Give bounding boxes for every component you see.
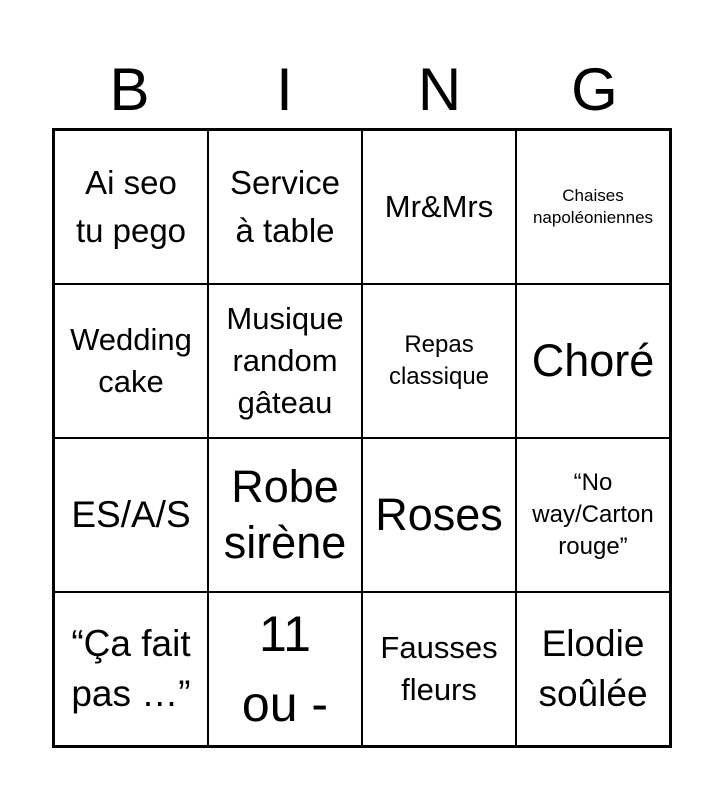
bingo-cell[interactable] [516,438,670,592]
bingo-cell[interactable] [208,130,362,284]
header-letter-g: G [571,56,618,123]
bingo-cell[interactable] [54,284,208,438]
bingo-cell[interactable] [208,592,362,746]
bingo-grid [52,128,672,748]
bingo-cell-text: Musique random gâteau [226,301,344,420]
bingo-cell[interactable] [516,592,670,746]
bingo-cell-text: Wedding cake [70,322,192,399]
bingo-cell-text: Robe sirène [223,461,347,568]
bingo-cell-text: Fausses fleurs [380,630,498,707]
bingo-cell-text: Repas classique [388,331,490,390]
bingo-cell-text: “No way/Carton rouge” [532,469,654,560]
bingo-cell[interactable] [516,284,670,438]
bingo-cell-text: 11 ou - [241,606,329,732]
bingo-cell-text: Ai seo tu pego [75,164,187,249]
bingo-cell-text: Elodie soûlée [538,623,648,714]
header-letter-n: N [417,56,462,123]
bingo-cell-text: Service à table [229,164,341,249]
bingo-cell[interactable] [54,592,208,746]
bingo-cell-text: ES/A/S [71,494,191,535]
bingo-cell-text: Choré [531,335,655,386]
bingo-cell[interactable] [208,438,362,592]
header-letter-b: B [109,56,150,123]
bingo-cell[interactable] [54,130,208,284]
bingo-cell-text: Mr&Mrs [384,189,494,224]
bingo-cell[interactable] [208,284,362,438]
bingo-cell[interactable] [362,438,516,592]
bingo-header [52,52,672,128]
bingo-cell-text: “Ça fait pas …” [71,623,191,714]
bingo-cell-text: Chaises napoléoniennes [532,186,654,227]
bingo-cell[interactable] [362,284,516,438]
bingo-cell[interactable] [362,592,516,746]
bingo-cell-text: Roses [375,489,503,540]
bingo-cell[interactable] [362,130,516,284]
bingo-cell[interactable] [54,438,208,592]
bingo-cell[interactable] [516,130,670,284]
header-letter-i: I [276,56,293,123]
